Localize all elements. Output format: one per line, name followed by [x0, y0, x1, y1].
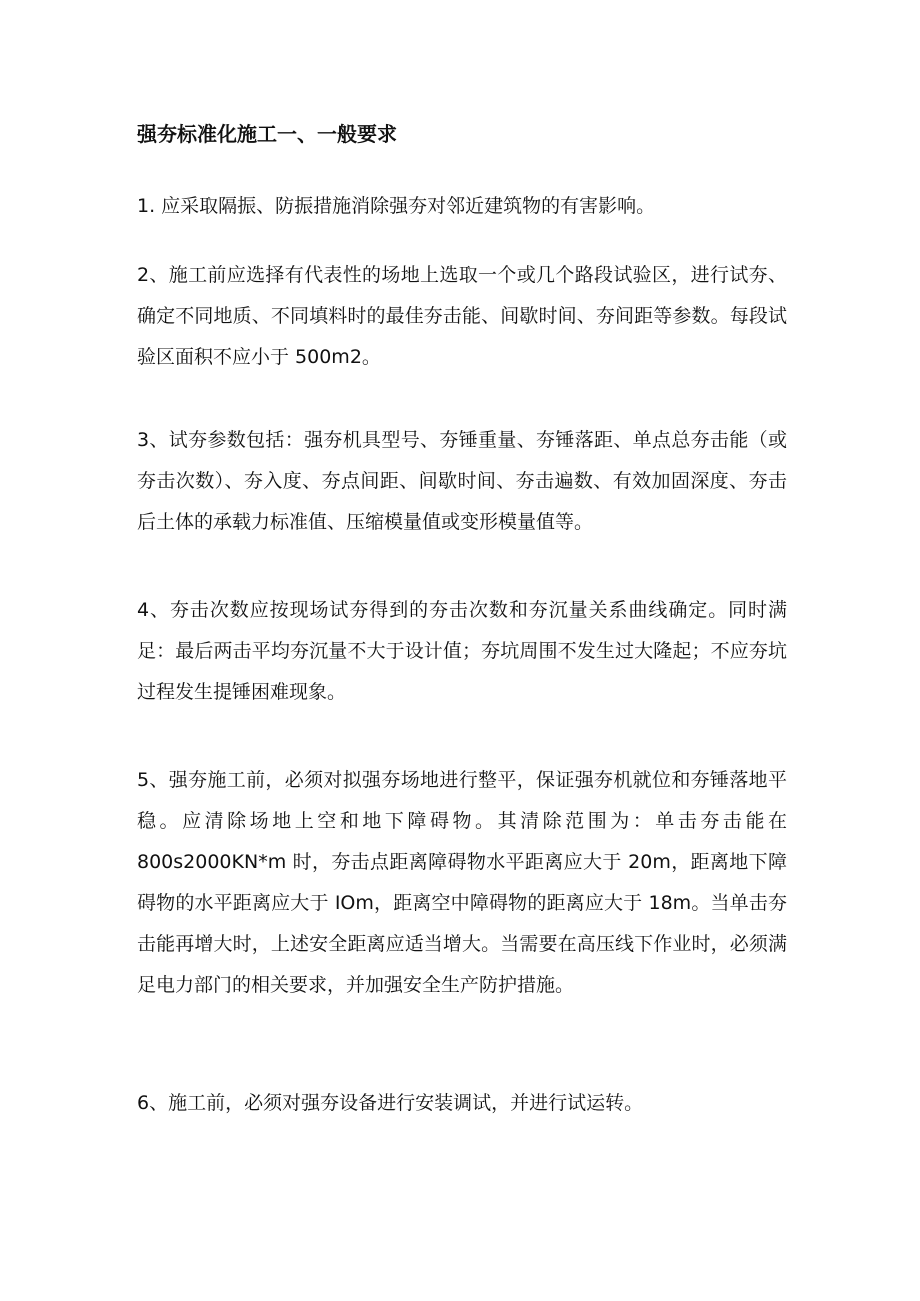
paragraph-6: 6、施工前，必须对强夯设备进行安装调试，并进行试运转。: [137, 1092, 644, 1114]
paragraph-1: 1. 应采取隔振、防振措施消除强夯对邻近建筑物的有害影响。: [137, 195, 656, 217]
paragraph-4: 4、夯击次数应按现场试夯得到的夯击次数和夯沉量关系曲线确定。同时满足：最后两击平均夯沉量不大于设计值；夯坑周围不发生过大隆起；不应夯坑过程发生提锤困难现象。: [137, 599, 787, 703]
paragraph-3: 3、试夯参数包括：强夯机具型号、夯锤重量、夯锤落距、单点总夯击能（或夯击次数）、夯入度、夯点间距、间歇时间、夯击遍数、有效加固深度、夯击后土体的承载力标准值、压缩模量值或变形模量值等。: [137, 429, 787, 533]
paragraph-2: 2、施工前应选择有代表性的场地上选取一个或几个路段试验区，进行试夯、确定不同地质、不同填料时的最佳夯击能、间歇时间、夯间距等参数。每段试验区面积不应小于 500m2。: [137, 264, 787, 368]
document-title: 强夯标准化施工一、一般要求: [137, 122, 397, 146]
paragraph-5: 5、强夯施工前，必须对拟强夯场地进行整平，保证强夯机就位和夯锤落地平稳。应清除场地上空和地下障碍物。其清除范围为：单击夯击能在 800s2000KN*m 时，夯击点距离障碍物水平距离应大于 20m，距离地下障碍物的水平距离应大于 IOm，距离空中障碍物的距离应大于 18m。当单击夯击能再增大时，上述安全距离应适当增大。当需要在高压线下作业时，必须满足电力部门的相关要求，并加强安全生产防护措施。: [137, 769, 787, 996]
